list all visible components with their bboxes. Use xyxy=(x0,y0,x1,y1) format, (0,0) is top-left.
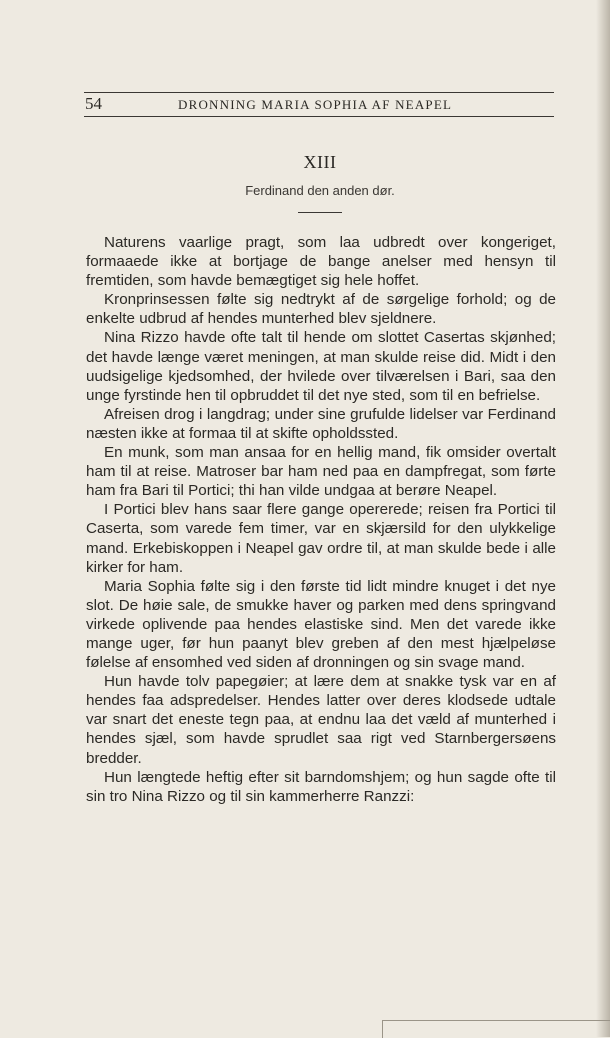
page-number: 54 xyxy=(85,94,102,113)
header-rule-bottom xyxy=(84,116,554,117)
paragraph: Nina Rizzo havde ofte talt til hende om slottet Casertas skjønhed; det havde længe været meningen, at man skulde reise did. Midt i den uudsigelige kjedsomhed, der hvilede over tilværelsen i Bari, saa den unge fyrstinde hen til opbruddet til det nye sted, som til en befrielse. xyxy=(86,329,556,404)
paragraph: Hun længtede heftig efter sit barndomshjem; og hun sagde ofte til sin tro Nina Rizzo og til sin kammerherre Ranzzi: xyxy=(86,768,556,805)
scan-corner-mark xyxy=(382,1020,610,1038)
paragraph: I Portici blev hans saar flere gange opererede; reisen fra Portici til Caserta, som varede fem timer, var en skjærsild for den ulykkelige mand. Erkebiskoppen i Neapel gav ordre til, at man skulde bede i alle kirker for ham. xyxy=(86,501,556,576)
chapter-subtitle: Ferdinand den anden dør. xyxy=(245,183,395,198)
paragraph: Kronprinsessen følte sig nedtrykt af de sørgelige forhold; og de enkelte udbrud af hendes munterhed blev sjeldnere. xyxy=(86,291,556,328)
body-text xyxy=(86,233,556,806)
paragraph: Afreisen drog i langdrag; under sine grufulde lidelser var Ferdinand næsten ikke at formaa til at skifte opholdssted. xyxy=(86,405,556,442)
chapter-number: XIII xyxy=(303,152,337,172)
paragraph: En munk, som man ansaa for en hellig mand, fik omsider overtalt ham til at reise. Matroser bar ham ned paa en dampfregat, som førte ham fra Bari til Portici; thi han vilde undgaa at berøre Neapel. xyxy=(86,444,556,500)
paragraph: Naturens vaarlige pragt, som laa udbredt over kongeriget, formaaede ikke at bortjage de bange anelser med hensyn til fremtiden, som havde bemægtiget sig hele hoffet. xyxy=(86,234,556,290)
paragraph: Maria Sophia følte sig i den første tid lidt mindre knuget i det nye slot. De høie sale, de smukke haver og parken med dens springvand virkede oplivende paa hendes elastiske sind. Men det varede ikke mange uger, før hun paanyt blev greben af den mest hjælpeløse følelse af ensomhed ved siden af dronningen og sin svage mand. xyxy=(86,577,556,672)
chapter-divider xyxy=(298,212,342,213)
paragraph: Hun havde tolv papegøier; at lære dem at snakke tysk var en af hendes faa adspredelser. Hendes latter over deres klodsede udtale var snart det eneste tegn paa, at endnu laa det væld af munterhed i hendes sjæl, som havde sprudlet saa rigt ved Starnbergersøens bredder. xyxy=(86,673,556,767)
running-title: DRONNING MARIA SOPHIA AF NEAPEL xyxy=(178,97,453,112)
header-rule-top xyxy=(84,92,554,93)
